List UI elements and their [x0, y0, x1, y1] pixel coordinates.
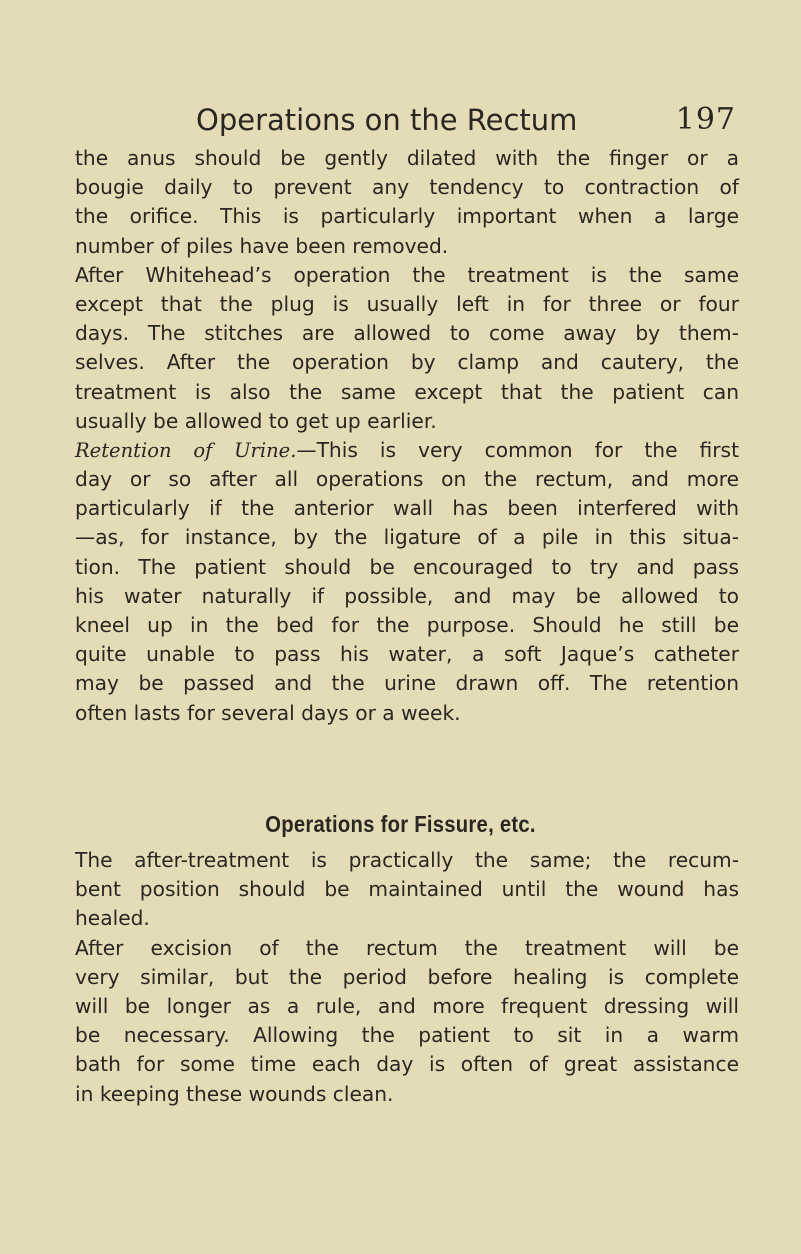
- text-line: selves. After the operation by clamp and cautery, the: [75, 350, 739, 375]
- text-line: days. The stitches are allowed to come away by them-: [75, 321, 739, 346]
- text-line: bougie daily to prevent any tendency to contraction of: [75, 175, 739, 200]
- text-line: may be passed and the urine drawn off. The retention: [75, 671, 739, 696]
- text-line: in keeping these wounds clean.: [75, 1081, 394, 1106]
- text-line: tion. The patient should be encouraged to try and pass: [75, 554, 739, 579]
- text-line: treatment is also the same except that the patient can: [75, 379, 739, 404]
- body-text-lower: [75, 846, 739, 1109]
- text-line: be necessary. Allowing the patient to sit in a warm: [75, 1023, 739, 1048]
- text-line: After Whitehead’s operation the treatment is the same: [75, 262, 739, 287]
- text-line: —as, for instance, by the ligature of a pile in this situa-: [75, 525, 739, 550]
- text-line: his water naturally if possible, and may be allowed to: [75, 583, 739, 608]
- section-heading: Operations for Fissure, etc.: [265, 811, 536, 837]
- text-line: the orifice. This is particularly important when a large: [75, 204, 739, 229]
- text-line: day or so after all operations on the rectum, and more: [75, 467, 739, 492]
- text-line: The after-treatment is practically the same; the recum-: [75, 848, 739, 872]
- text-line: number of piles have been removed.: [75, 233, 449, 258]
- retention-lead-text: —This is very common for the first: [296, 437, 739, 462]
- text-line: kneel up in the bed for the purpose. Should he still be: [75, 613, 739, 637]
- text-line: the anus should be gently dilated with the finger or a: [75, 146, 739, 170]
- text-line: healed.: [75, 906, 150, 931]
- page-number: 197: [675, 102, 736, 137]
- text-line: quite unable to pass his water, a soft Jaque’s catheter: [75, 642, 739, 667]
- text-line: except that the plug is usually left in for three or four: [75, 291, 739, 316]
- text-line: very similar, but the period before healing is complete: [75, 964, 739, 989]
- running-head: [196, 98, 736, 142]
- body-text-upper: [75, 144, 739, 728]
- text-line: After excision of the rectum the treatment will be: [75, 935, 739, 960]
- text-line: bath for some time each day is often of great assistance: [75, 1052, 739, 1077]
- text-line: will be longer as a rule, and more frequent dressing will: [75, 993, 739, 1018]
- text-line: bent position should be maintained until the wound has: [75, 877, 739, 902]
- text-line: often lasts for several days or a week.: [75, 700, 461, 725]
- retention-subheading: Retention of Urine.: [75, 438, 297, 462]
- retention-lead-line: [75, 436, 739, 465]
- text-line: usually be allowed to get up earlier.: [75, 408, 437, 433]
- running-head-title: Operations on the Rectum: [196, 103, 578, 137]
- text-line: particularly if the anterior wall has been interfered with: [75, 496, 739, 521]
